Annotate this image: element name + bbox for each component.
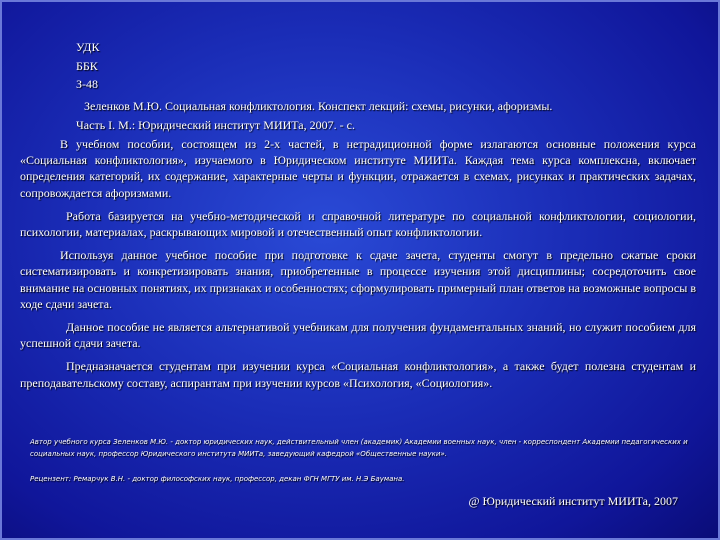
udc-code: УДК [76, 40, 100, 54]
author-text: Автор учебного курса Зеленков М.Ю. - доктор юридических наук, действительный член (академик) Академии военных наук, член - корреспондент Академии педагогических и социальных наук, профессор Юридического института МИИТа, заведующий кафедрой «Общественные науки». [30, 438, 688, 458]
copyright-notice: @ Юридический институт МИИТа, 2007 [468, 494, 678, 508]
paragraph-purpose: Данное пособие не является альтернативой учебникам для получения фундаментальных знаний, но служит пособием для успешной сдачи зачета. [20, 320, 696, 351]
paragraph-description: В учебном пособии, состоящем из 2-х частей, в нетрадиционной форме излагаются основные положения курса «Социальная конфликтология», изучаемого в Юридическом институте МИИТа. Каждая тема курса комплексна, включает определения категорий, их содержание, характерные черты и функции, отражается в схемах, рисунках и практических задачах, сопровождается афоризмами. [20, 137, 696, 200]
citation-line-1: Зеленков М.Ю. Социальная конфликтология. Конспект лекций: схемы, рисунки, афоризмы. [84, 99, 553, 113]
citation-line-2: Часть I. М.: Юридический институт МИИТа, 2007. - с. [76, 117, 355, 132]
author-info [30, 436, 694, 460]
paragraph-audience: Предназначается студентам при изучении курса «Социальная конфликтология», а также будет полезна студентам и преподавательскому составу, аспирантам при изучении курсов «Психология, «Социология». [20, 359, 696, 390]
bibliographic-citation [76, 97, 696, 134]
paragraph-usage: Используя данное учебное пособие при подготовке к сдаче зачета, студенты смогут в предельно сжатые сроки систематизировать и конкретизировать знания, приобретенные в процессе изучения этой дисциплины; сосредоточить свое внимание на основных понятиях, их признаках и особенностях; сформулировать примерный план ответов на возможные вопросы в ходе сдачи зачета. [20, 248, 696, 311]
classification-codes [76, 38, 99, 94]
reviewer-info [30, 466, 694, 492]
paragraph-sources: Работа базируется на учебно-методической и справочной литературе по социальной конфликтологии, социологии, психологии, материалах, раскрывающих мировой и отечественный опыт конфликтологии. [20, 208, 696, 240]
bbk-code: ББК [76, 58, 98, 73]
reviewer-text: Рецензент: Ремарчук В.Н. - доктор философских наук, профессор, декан ФГН МГТУ им. Н.Э Баумана. [30, 475, 405, 483]
annotation-body [20, 136, 696, 398]
author-mark: З-48 [76, 77, 99, 91]
